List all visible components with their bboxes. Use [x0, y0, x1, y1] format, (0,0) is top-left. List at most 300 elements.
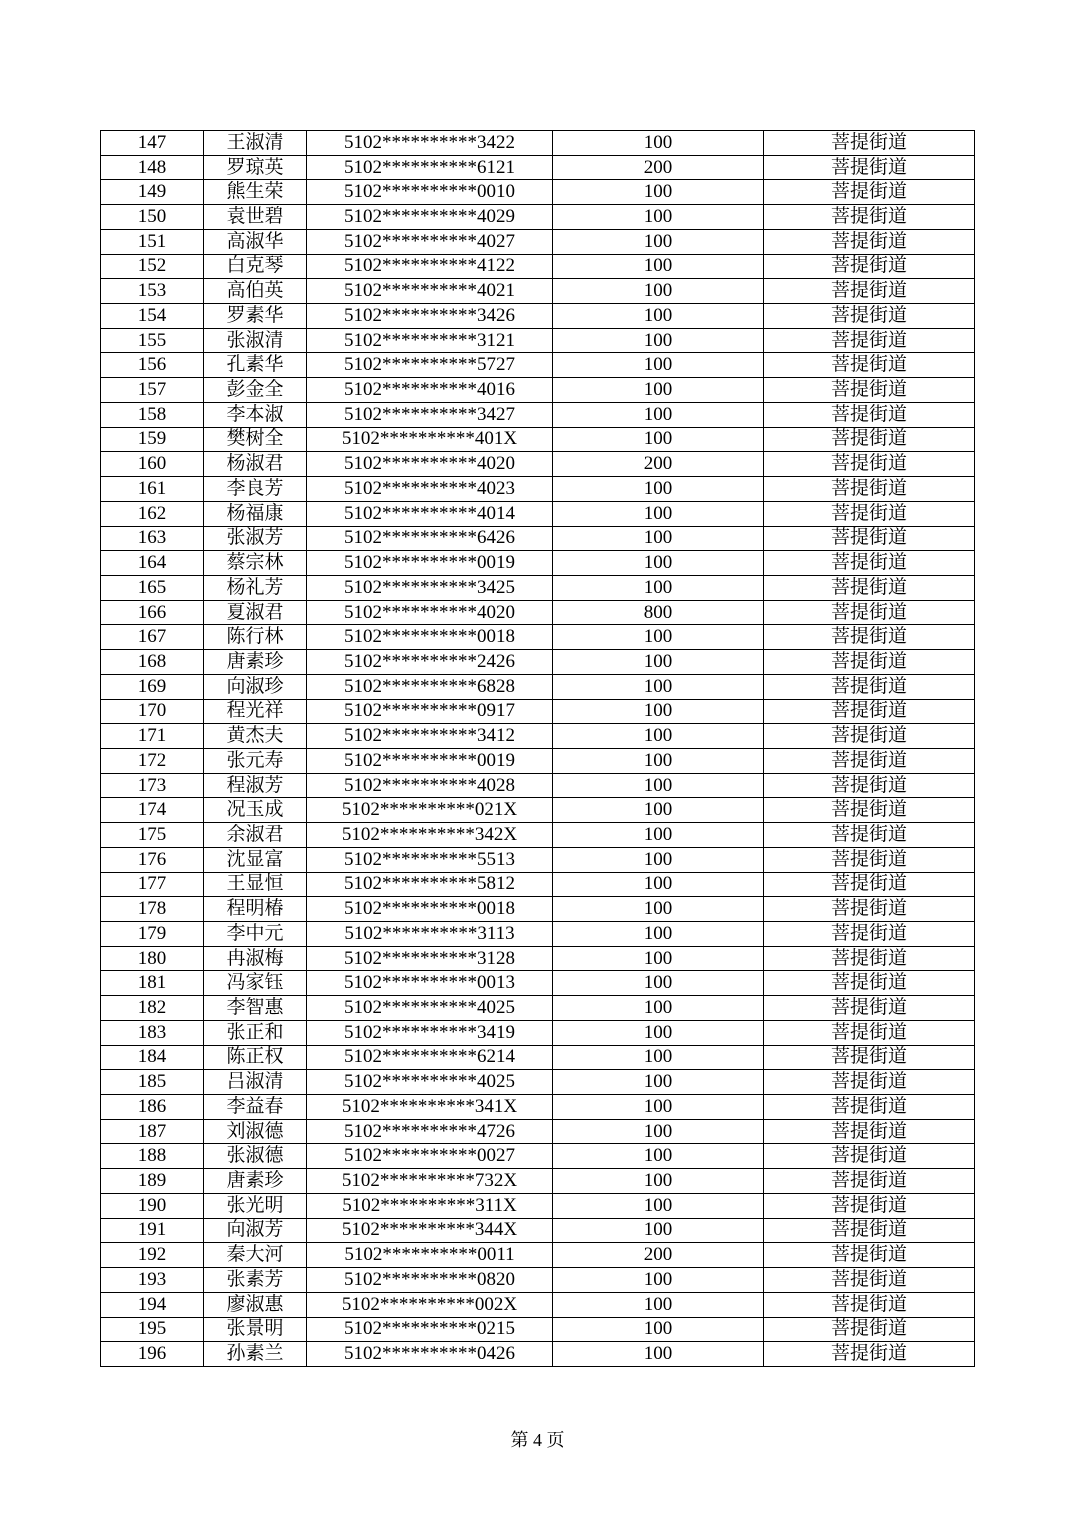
name-cell: 罗素华 — [204, 304, 307, 329]
street-cell: 菩提街道 — [764, 600, 975, 625]
amount-cell: 100 — [553, 625, 764, 650]
name-cell: 程明椿 — [204, 897, 307, 922]
amount-cell: 100 — [553, 724, 764, 749]
row-number-cell: 159 — [101, 427, 204, 452]
street-cell: 菩提街道 — [764, 971, 975, 996]
recipient-table-body — [101, 131, 975, 1367]
row-number-cell: 183 — [101, 1020, 204, 1045]
amount-cell: 100 — [553, 1020, 764, 1045]
row-number-cell: 193 — [101, 1268, 204, 1293]
row-number-cell: 151 — [101, 229, 204, 254]
amount-cell: 100 — [553, 847, 764, 872]
id-number-cell: 5102**********0426 — [307, 1342, 553, 1367]
table-row — [101, 1218, 975, 1243]
street-cell: 菩提街道 — [764, 1070, 975, 1095]
street-cell: 菩提街道 — [764, 254, 975, 279]
street-cell: 菩提街道 — [764, 650, 975, 675]
name-cell: 张淑清 — [204, 328, 307, 353]
row-number-cell: 186 — [101, 1095, 204, 1120]
row-number-cell: 161 — [101, 477, 204, 502]
amount-cell: 100 — [553, 699, 764, 724]
amount-cell: 100 — [553, 1218, 764, 1243]
amount-cell: 100 — [553, 1169, 764, 1194]
name-cell: 高淑华 — [204, 229, 307, 254]
row-number-cell: 168 — [101, 650, 204, 675]
row-number-cell: 148 — [101, 155, 204, 180]
id-number-cell: 5102**********4027 — [307, 229, 553, 254]
amount-cell: 100 — [553, 378, 764, 403]
name-cell: 沈显富 — [204, 847, 307, 872]
table-row — [101, 1119, 975, 1144]
name-cell: 唐素珍 — [204, 1169, 307, 1194]
row-number-cell: 195 — [101, 1317, 204, 1342]
table-row — [101, 229, 975, 254]
table-row — [101, 600, 975, 625]
table-row — [101, 1292, 975, 1317]
amount-cell: 100 — [553, 773, 764, 798]
id-number-cell: 5102**********0820 — [307, 1268, 553, 1293]
street-cell: 菩提街道 — [764, 996, 975, 1021]
name-cell: 程淑芳 — [204, 773, 307, 798]
row-number-cell: 150 — [101, 205, 204, 230]
name-cell: 夏淑君 — [204, 600, 307, 625]
amount-cell: 100 — [553, 328, 764, 353]
amount-cell: 100 — [553, 180, 764, 205]
id-number-cell: 5102**********0019 — [307, 748, 553, 773]
row-number-cell: 185 — [101, 1070, 204, 1095]
row-number-cell: 190 — [101, 1193, 204, 1218]
row-number-cell: 170 — [101, 699, 204, 724]
row-number-cell: 173 — [101, 773, 204, 798]
row-number-cell: 181 — [101, 971, 204, 996]
table-row — [101, 773, 975, 798]
table-row — [101, 798, 975, 823]
table-row — [101, 897, 975, 922]
table-row — [101, 748, 975, 773]
id-number-cell: 5102**********6426 — [307, 526, 553, 551]
name-cell: 白克琴 — [204, 254, 307, 279]
amount-cell: 100 — [553, 1342, 764, 1367]
table-row — [101, 501, 975, 526]
table-row — [101, 699, 975, 724]
row-number-cell: 149 — [101, 180, 204, 205]
street-cell: 菩提街道 — [764, 823, 975, 848]
row-number-cell: 164 — [101, 551, 204, 576]
name-cell: 冉淑梅 — [204, 946, 307, 971]
street-cell: 菩提街道 — [764, 378, 975, 403]
id-number-cell: 5102**********342X — [307, 823, 553, 848]
table-row — [101, 1070, 975, 1095]
name-cell: 王淑清 — [204, 131, 307, 156]
street-cell: 菩提街道 — [764, 205, 975, 230]
name-cell: 杨礼芳 — [204, 575, 307, 600]
id-number-cell: 5102**********6828 — [307, 674, 553, 699]
table-row — [101, 1020, 975, 1045]
id-number-cell: 5102**********6121 — [307, 155, 553, 180]
name-cell: 廖淑惠 — [204, 1292, 307, 1317]
id-number-cell: 5102**********4020 — [307, 600, 553, 625]
name-cell: 张光明 — [204, 1193, 307, 1218]
id-number-cell: 5102**********4028 — [307, 773, 553, 798]
name-cell: 罗琼英 — [204, 155, 307, 180]
id-number-cell: 5102**********0027 — [307, 1144, 553, 1169]
id-number-cell: 5102**********3113 — [307, 922, 553, 947]
table-row — [101, 575, 975, 600]
amount-cell: 200 — [553, 155, 764, 180]
amount-cell: 100 — [553, 1070, 764, 1095]
street-cell: 菩提街道 — [764, 353, 975, 378]
name-cell: 吕淑清 — [204, 1070, 307, 1095]
amount-cell: 200 — [553, 452, 764, 477]
id-number-cell: 5102**********0013 — [307, 971, 553, 996]
id-number-cell: 5102**********3121 — [307, 328, 553, 353]
name-cell: 樊树全 — [204, 427, 307, 452]
name-cell: 彭金全 — [204, 378, 307, 403]
table-row — [101, 378, 975, 403]
amount-cell: 100 — [553, 922, 764, 947]
table-row — [101, 205, 975, 230]
name-cell: 孔素华 — [204, 353, 307, 378]
name-cell: 况玉成 — [204, 798, 307, 823]
table-row — [101, 477, 975, 502]
id-number-cell: 5102**********4029 — [307, 205, 553, 230]
table-row — [101, 1144, 975, 1169]
name-cell: 陈正权 — [204, 1045, 307, 1070]
street-cell: 菩提街道 — [764, 402, 975, 427]
amount-cell: 100 — [553, 353, 764, 378]
row-number-cell: 189 — [101, 1169, 204, 1194]
row-number-cell: 162 — [101, 501, 204, 526]
amount-cell: 100 — [553, 872, 764, 897]
row-number-cell: 154 — [101, 304, 204, 329]
id-number-cell: 5102**********0018 — [307, 897, 553, 922]
amount-cell: 100 — [553, 1317, 764, 1342]
street-cell: 菩提街道 — [764, 477, 975, 502]
amount-cell: 100 — [553, 402, 764, 427]
amount-cell: 100 — [553, 823, 764, 848]
name-cell: 李中元 — [204, 922, 307, 947]
id-number-cell: 5102**********3427 — [307, 402, 553, 427]
id-number-cell: 5102**********732X — [307, 1169, 553, 1194]
name-cell: 秦大河 — [204, 1243, 307, 1268]
amount-cell: 100 — [553, 1193, 764, 1218]
id-number-cell: 5102**********3426 — [307, 304, 553, 329]
amount-cell: 100 — [553, 427, 764, 452]
amount-cell: 100 — [553, 279, 764, 304]
street-cell: 菩提街道 — [764, 131, 975, 156]
table-row — [101, 304, 975, 329]
street-cell: 菩提街道 — [764, 798, 975, 823]
id-number-cell: 5102**********3128 — [307, 946, 553, 971]
row-number-cell: 160 — [101, 452, 204, 477]
row-number-cell: 155 — [101, 328, 204, 353]
street-cell: 菩提街道 — [764, 452, 975, 477]
table-row — [101, 353, 975, 378]
id-number-cell: 5102**********311X — [307, 1193, 553, 1218]
name-cell: 张淑芳 — [204, 526, 307, 551]
amount-cell: 100 — [553, 1095, 764, 1120]
street-cell: 菩提街道 — [764, 328, 975, 353]
street-cell: 菩提街道 — [764, 1342, 975, 1367]
street-cell: 菩提街道 — [764, 427, 975, 452]
amount-cell: 100 — [553, 650, 764, 675]
name-cell: 李益春 — [204, 1095, 307, 1120]
table-row — [101, 823, 975, 848]
id-number-cell: 5102**********5513 — [307, 847, 553, 872]
row-number-cell: 192 — [101, 1243, 204, 1268]
table-row — [101, 1169, 975, 1194]
name-cell: 刘淑德 — [204, 1119, 307, 1144]
name-cell: 蔡宗林 — [204, 551, 307, 576]
name-cell: 袁世碧 — [204, 205, 307, 230]
amount-cell: 100 — [553, 1119, 764, 1144]
table-row — [101, 452, 975, 477]
street-cell: 菩提街道 — [764, 526, 975, 551]
street-cell: 菩提街道 — [764, 674, 975, 699]
id-number-cell: 5102**********4014 — [307, 501, 553, 526]
name-cell: 高伯英 — [204, 279, 307, 304]
street-cell: 菩提街道 — [764, 1045, 975, 1070]
row-number-cell: 165 — [101, 575, 204, 600]
table-row — [101, 131, 975, 156]
amount-cell: 100 — [553, 477, 764, 502]
table-row — [101, 996, 975, 1021]
amount-cell: 800 — [553, 600, 764, 625]
id-number-cell: 5102**********3419 — [307, 1020, 553, 1045]
table-row — [101, 180, 975, 205]
name-cell: 李良芳 — [204, 477, 307, 502]
id-number-cell: 5102**********4726 — [307, 1119, 553, 1144]
row-number-cell: 172 — [101, 748, 204, 773]
amount-cell: 100 — [553, 551, 764, 576]
row-number-cell: 147 — [101, 131, 204, 156]
id-number-cell: 5102**********5727 — [307, 353, 553, 378]
amount-cell: 100 — [553, 1045, 764, 1070]
street-cell: 菩提街道 — [764, 1119, 975, 1144]
recipient-table — [100, 130, 975, 1367]
name-cell: 李本淑 — [204, 402, 307, 427]
table-row — [101, 674, 975, 699]
id-number-cell: 5102**********341X — [307, 1095, 553, 1120]
row-number-cell: 188 — [101, 1144, 204, 1169]
id-number-cell: 5102**********3425 — [307, 575, 553, 600]
id-number-cell: 5102**********0215 — [307, 1317, 553, 1342]
row-number-cell: 178 — [101, 897, 204, 922]
table-row — [101, 427, 975, 452]
table-row — [101, 625, 975, 650]
row-number-cell: 175 — [101, 823, 204, 848]
table-row — [101, 946, 975, 971]
row-number-cell: 177 — [101, 872, 204, 897]
street-cell: 菩提街道 — [764, 1193, 975, 1218]
table-row — [101, 1095, 975, 1120]
table-row — [101, 155, 975, 180]
street-cell: 菩提街道 — [764, 1218, 975, 1243]
table-row — [101, 724, 975, 749]
table-row — [101, 254, 975, 279]
street-cell: 菩提街道 — [764, 1317, 975, 1342]
table-row — [101, 526, 975, 551]
amount-cell: 100 — [553, 946, 764, 971]
amount-cell: 100 — [553, 575, 764, 600]
name-cell: 张元寿 — [204, 748, 307, 773]
amount-cell: 200 — [553, 1243, 764, 1268]
row-number-cell: 167 — [101, 625, 204, 650]
name-cell: 陈行林 — [204, 625, 307, 650]
row-number-cell: 169 — [101, 674, 204, 699]
id-number-cell: 5102**********0018 — [307, 625, 553, 650]
name-cell: 向淑珍 — [204, 674, 307, 699]
row-number-cell: 157 — [101, 378, 204, 403]
id-number-cell: 5102**********0917 — [307, 699, 553, 724]
id-number-cell: 5102**********2426 — [307, 650, 553, 675]
row-number-cell: 194 — [101, 1292, 204, 1317]
id-number-cell: 5102**********4023 — [307, 477, 553, 502]
amount-cell: 100 — [553, 798, 764, 823]
table-row — [101, 1268, 975, 1293]
table-row — [101, 1193, 975, 1218]
name-cell: 张正和 — [204, 1020, 307, 1045]
id-number-cell: 5102**********002X — [307, 1292, 553, 1317]
row-number-cell: 179 — [101, 922, 204, 947]
id-number-cell: 5102**********344X — [307, 1218, 553, 1243]
id-number-cell: 5102**********4016 — [307, 378, 553, 403]
table-row — [101, 328, 975, 353]
street-cell: 菩提街道 — [764, 155, 975, 180]
street-cell: 菩提街道 — [764, 1095, 975, 1120]
table-row — [101, 922, 975, 947]
street-cell: 菩提街道 — [764, 872, 975, 897]
table-row — [101, 872, 975, 897]
name-cell: 向淑芳 — [204, 1218, 307, 1243]
street-cell: 菩提街道 — [764, 847, 975, 872]
id-number-cell: 5102**********4021 — [307, 279, 553, 304]
name-cell: 冯家钰 — [204, 971, 307, 996]
table-row — [101, 1243, 975, 1268]
street-cell: 菩提街道 — [764, 501, 975, 526]
amount-cell: 100 — [553, 897, 764, 922]
table-row — [101, 1045, 975, 1070]
row-number-cell: 191 — [101, 1218, 204, 1243]
amount-cell: 100 — [553, 1268, 764, 1293]
street-cell: 菩提街道 — [764, 625, 975, 650]
street-cell: 菩提街道 — [764, 724, 975, 749]
amount-cell: 100 — [553, 996, 764, 1021]
street-cell: 菩提街道 — [764, 1020, 975, 1045]
table-row — [101, 279, 975, 304]
name-cell: 张素芳 — [204, 1268, 307, 1293]
table-row — [101, 1342, 975, 1367]
row-number-cell: 158 — [101, 402, 204, 427]
name-cell: 杨淑君 — [204, 452, 307, 477]
name-cell: 张淑德 — [204, 1144, 307, 1169]
street-cell: 菩提街道 — [764, 1268, 975, 1293]
row-number-cell: 153 — [101, 279, 204, 304]
id-number-cell: 5102**********401X — [307, 427, 553, 452]
row-number-cell: 166 — [101, 600, 204, 625]
row-number-cell: 180 — [101, 946, 204, 971]
street-cell: 菩提街道 — [764, 575, 975, 600]
id-number-cell: 5102**********5812 — [307, 872, 553, 897]
amount-cell: 100 — [553, 748, 764, 773]
amount-cell: 100 — [553, 1144, 764, 1169]
table-row — [101, 1317, 975, 1342]
id-number-cell: 5102**********0019 — [307, 551, 553, 576]
id-number-cell: 5102**********4122 — [307, 254, 553, 279]
street-cell: 菩提街道 — [764, 699, 975, 724]
street-cell: 菩提街道 — [764, 279, 975, 304]
table-row — [101, 971, 975, 996]
amount-cell: 100 — [553, 254, 764, 279]
table-row — [101, 551, 975, 576]
name-cell: 杨福康 — [204, 501, 307, 526]
street-cell: 菩提街道 — [764, 946, 975, 971]
id-number-cell: 5102**********3422 — [307, 131, 553, 156]
row-number-cell: 156 — [101, 353, 204, 378]
amount-cell: 100 — [553, 971, 764, 996]
name-cell: 程光祥 — [204, 699, 307, 724]
street-cell: 菩提街道 — [764, 922, 975, 947]
name-cell: 唐素珍 — [204, 650, 307, 675]
name-cell: 孙素兰 — [204, 1342, 307, 1367]
street-cell: 菩提街道 — [764, 1144, 975, 1169]
row-number-cell: 196 — [101, 1342, 204, 1367]
table-row — [101, 650, 975, 675]
amount-cell: 100 — [553, 229, 764, 254]
amount-cell: 100 — [553, 501, 764, 526]
id-number-cell: 5102**********0010 — [307, 180, 553, 205]
street-cell: 菩提街道 — [764, 551, 975, 576]
street-cell: 菩提街道 — [764, 748, 975, 773]
id-number-cell: 5102**********3412 — [307, 724, 553, 749]
name-cell: 黄杰夫 — [204, 724, 307, 749]
id-number-cell: 5102**********4025 — [307, 996, 553, 1021]
id-number-cell: 5102**********4020 — [307, 452, 553, 477]
row-number-cell: 152 — [101, 254, 204, 279]
table-row — [101, 402, 975, 427]
page-number: 第 4 页 — [510, 1430, 565, 1450]
row-number-cell: 163 — [101, 526, 204, 551]
row-number-cell: 184 — [101, 1045, 204, 1070]
street-cell: 菩提街道 — [764, 180, 975, 205]
name-cell: 李智惠 — [204, 996, 307, 1021]
street-cell: 菩提街道 — [764, 1169, 975, 1194]
amount-cell: 100 — [553, 674, 764, 699]
street-cell: 菩提街道 — [764, 1292, 975, 1317]
amount-cell: 100 — [553, 131, 764, 156]
id-number-cell: 5102**********0011 — [307, 1243, 553, 1268]
id-number-cell: 5102**********4025 — [307, 1070, 553, 1095]
street-cell: 菩提街道 — [764, 773, 975, 798]
amount-cell: 100 — [553, 1292, 764, 1317]
amount-cell: 100 — [553, 304, 764, 329]
name-cell: 张景明 — [204, 1317, 307, 1342]
street-cell: 菩提街道 — [764, 304, 975, 329]
row-number-cell: 171 — [101, 724, 204, 749]
name-cell: 余淑君 — [204, 823, 307, 848]
street-cell: 菩提街道 — [764, 897, 975, 922]
id-number-cell: 5102**********021X — [307, 798, 553, 823]
row-number-cell: 187 — [101, 1119, 204, 1144]
name-cell: 王显恒 — [204, 872, 307, 897]
amount-cell: 100 — [553, 205, 764, 230]
row-number-cell: 176 — [101, 847, 204, 872]
name-cell: 熊生荣 — [204, 180, 307, 205]
street-cell: 菩提街道 — [764, 1243, 975, 1268]
street-cell: 菩提街道 — [764, 229, 975, 254]
row-number-cell: 174 — [101, 798, 204, 823]
table-row — [101, 847, 975, 872]
